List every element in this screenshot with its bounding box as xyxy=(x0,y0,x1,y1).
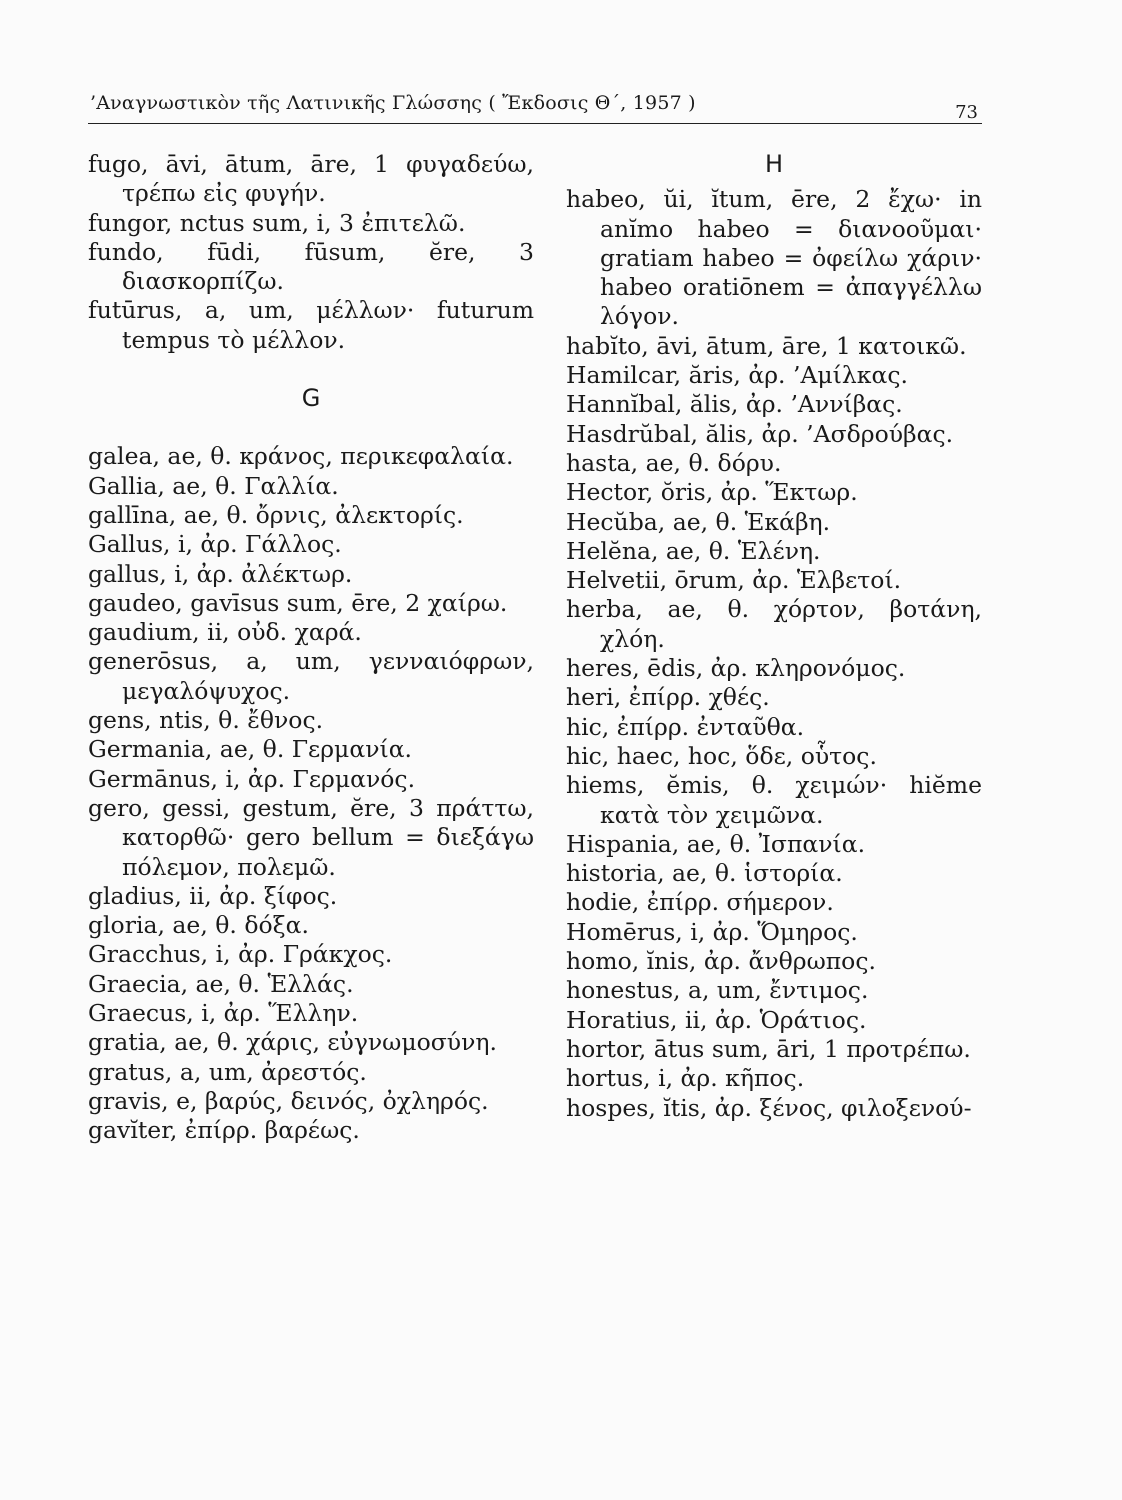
dictionary-entry: fugo, āvi, ātum, āre, 1 φυγαδεύω, τρέπω εἰς φυγήν. xyxy=(88,150,534,208)
dictionary-entry: herba, ae, θ. χόρτον, βοτάνη, χλόη. xyxy=(566,595,982,653)
dictionary-entry: hodie, ἐπίρρ. σήμερον. xyxy=(566,888,834,917)
dictionary-entry: Hector, ŏris, ἀρ. Ἕκτωρ. xyxy=(566,478,858,507)
dictionary-entry: gens, ntis, θ. ἔθνος. xyxy=(88,706,324,735)
dictionary-entry: Helĕna, ae, θ. Ἑλένη. xyxy=(566,536,821,565)
dictionary-entry: gaudium, ii, οὐδ. χαρά. xyxy=(88,618,362,647)
dictionary-entry: Homērus, i, ἀρ. Ὅμηρος. xyxy=(566,917,858,946)
left-column xyxy=(88,150,534,1146)
dictionary-entry: gero, gessi, gestum, ĕre, 3 πράττω, κατορθῶ· gero bellum = διεξάγω πόλεμον, πολεμῶ. xyxy=(88,793,534,881)
dictionary-entry: Helvetii, ōrum, ἀρ. Ἑλβετοί. xyxy=(566,566,902,595)
header-rule xyxy=(88,123,982,124)
dictionary-entry: Horatius, ii, ἀρ. Ὁράτιος. xyxy=(566,1005,867,1034)
dictionary-entry: gloria, ae, θ. δόξα. xyxy=(88,911,309,940)
dictionary-entry: Hannĭbal, ălis, ἀρ. ’Αννίβας. xyxy=(566,390,903,419)
dictionary-entry: Germania, ae, θ. Γερμανία. xyxy=(88,735,413,764)
dictionary-entry: Hecŭba, ae, θ. Ἑκάβη. xyxy=(566,507,831,536)
page-number: 73 xyxy=(955,102,978,123)
dictionary-entry: gaudeo, gavīsus sum, ēre, 2 χαίρω. xyxy=(88,588,508,617)
dictionary-entry: gladius, ii, ἀρ. ξίφος. xyxy=(88,881,338,910)
dictionary-entry: Hispania, ae, θ. Ἰσπανία. xyxy=(566,829,866,858)
dictionary-entry: gallus, i, ἀρ. ἀλέκτωρ. xyxy=(88,559,353,588)
dictionary-entry: hic, ἐπίρρ. ἐνταῦθα. xyxy=(566,712,805,741)
dictionary-entry: heres, ēdis, ἀρ. κληρονόμος. xyxy=(566,654,906,683)
dictionary-entry: gratus, a, um, ἀρεστός. xyxy=(88,1057,367,1086)
right-column xyxy=(566,150,982,1123)
dictionary-entry: futūrus, a, um, μέλλων· futurum tempus τὸ μέλλον. xyxy=(88,296,534,354)
dictionary-entry: Hamilcar, ăris, ἀρ. ’Αμίλκας. xyxy=(566,361,908,390)
letter-heading-g: G xyxy=(301,384,321,413)
dictionary-entry: hortor, ātus sum, āri, 1 προτρέπω. xyxy=(566,1034,971,1063)
dictionary-entry: gallīna, ae, θ. ὄρνις, ἀλεκτορίς. xyxy=(88,500,464,529)
header-title: ’Αναγνωστικὸν τῆς Λατινικῆς Γλώσσης ( Ἔκδοσις Θ΄, 1957 ) xyxy=(90,92,696,114)
dictionary-entry: Gallia, ae, θ. Γαλλία. xyxy=(88,471,339,500)
dictionary-entry: honestus, a, um, ἔντιμος. xyxy=(566,976,869,1005)
dictionary-entry: homo, ĭnis, ἀρ. ἄνθρωπος. xyxy=(566,947,876,976)
dictionary-entry: heri, ἐπίρρ. χθές. xyxy=(566,683,770,712)
dictionary-entry: galea, ae, θ. κράνος, περικεφαλαία. xyxy=(88,442,514,471)
dictionary-entry: Graecus, i, ἀρ. Ἕλλην. xyxy=(88,999,359,1028)
dictionary-entry: hiems, ĕmis, θ. χειμών· hiĕme κατὰ τὸν χειμῶνα. xyxy=(566,771,982,829)
dictionary-entry: habĭto, āvi, ātum, āre, 1 κατοικῶ. xyxy=(566,331,967,360)
dictionary-entry: gratia, ae, θ. χάρις, εὐγνωμοσύνη. xyxy=(88,1028,497,1057)
dictionary-entry: Graecia, ae, θ. Ἑλλάς. xyxy=(88,969,354,998)
dictionary-entry: hospes, ĭtis, ἀρ. ξένος, φιλοξενού- xyxy=(566,1093,972,1122)
running-header xyxy=(88,78,982,126)
dictionary-entry: Gallus, i, ἀρ. Γάλλος. xyxy=(88,530,342,559)
dictionary-entry: generōsus, a, um, γενναιόφρων, μεγαλόψυχος. xyxy=(88,647,534,705)
dictionary-entry: hasta, ae, θ. δόρυ. xyxy=(566,448,782,477)
dictionary-entry: Hasdrŭbal, ălis, ἀρ. ’Ασδρούβας. xyxy=(566,419,954,448)
dictionary-entry: hic, haec, hoc, ὅδε, οὗτος. xyxy=(566,741,877,770)
dictionary-entry: fungor, nctus sum, i, 3 ἐπιτελῶ. xyxy=(88,208,466,237)
dictionary-entry: Gracchus, i, ἀρ. Γράκχος. xyxy=(88,940,393,969)
dictionary-entry: fundo, fūdi, fūsum, ĕre, 3 διασκορπίζω. xyxy=(88,237,534,296)
dictionary-entry: historia, ae, θ. ἱστορία. xyxy=(566,859,843,888)
dictionary-entry: hortus, i, ἀρ. κῆπος. xyxy=(566,1064,805,1093)
dictionary-entry: gavĭter, ἐπίρρ. βαρέως. xyxy=(88,1116,360,1145)
letter-heading-h: H xyxy=(764,150,784,178)
dictionary-entry: habeo, ŭi, ĭtum, ēre, 2 ἔχω· in anĭmo habeo = διανοοῦμαι· gratiam habeo = ὀφείλω χάριν· habeo oratiōnem = ἀπαγγέλλω λόγον. xyxy=(566,185,982,331)
dictionary-entry: gravis, e, βαρύς, δεινός, ὀχληρός. xyxy=(88,1086,489,1115)
dictionary-entry: Germānus, i, ἀρ. Γερμανός. xyxy=(88,764,416,793)
